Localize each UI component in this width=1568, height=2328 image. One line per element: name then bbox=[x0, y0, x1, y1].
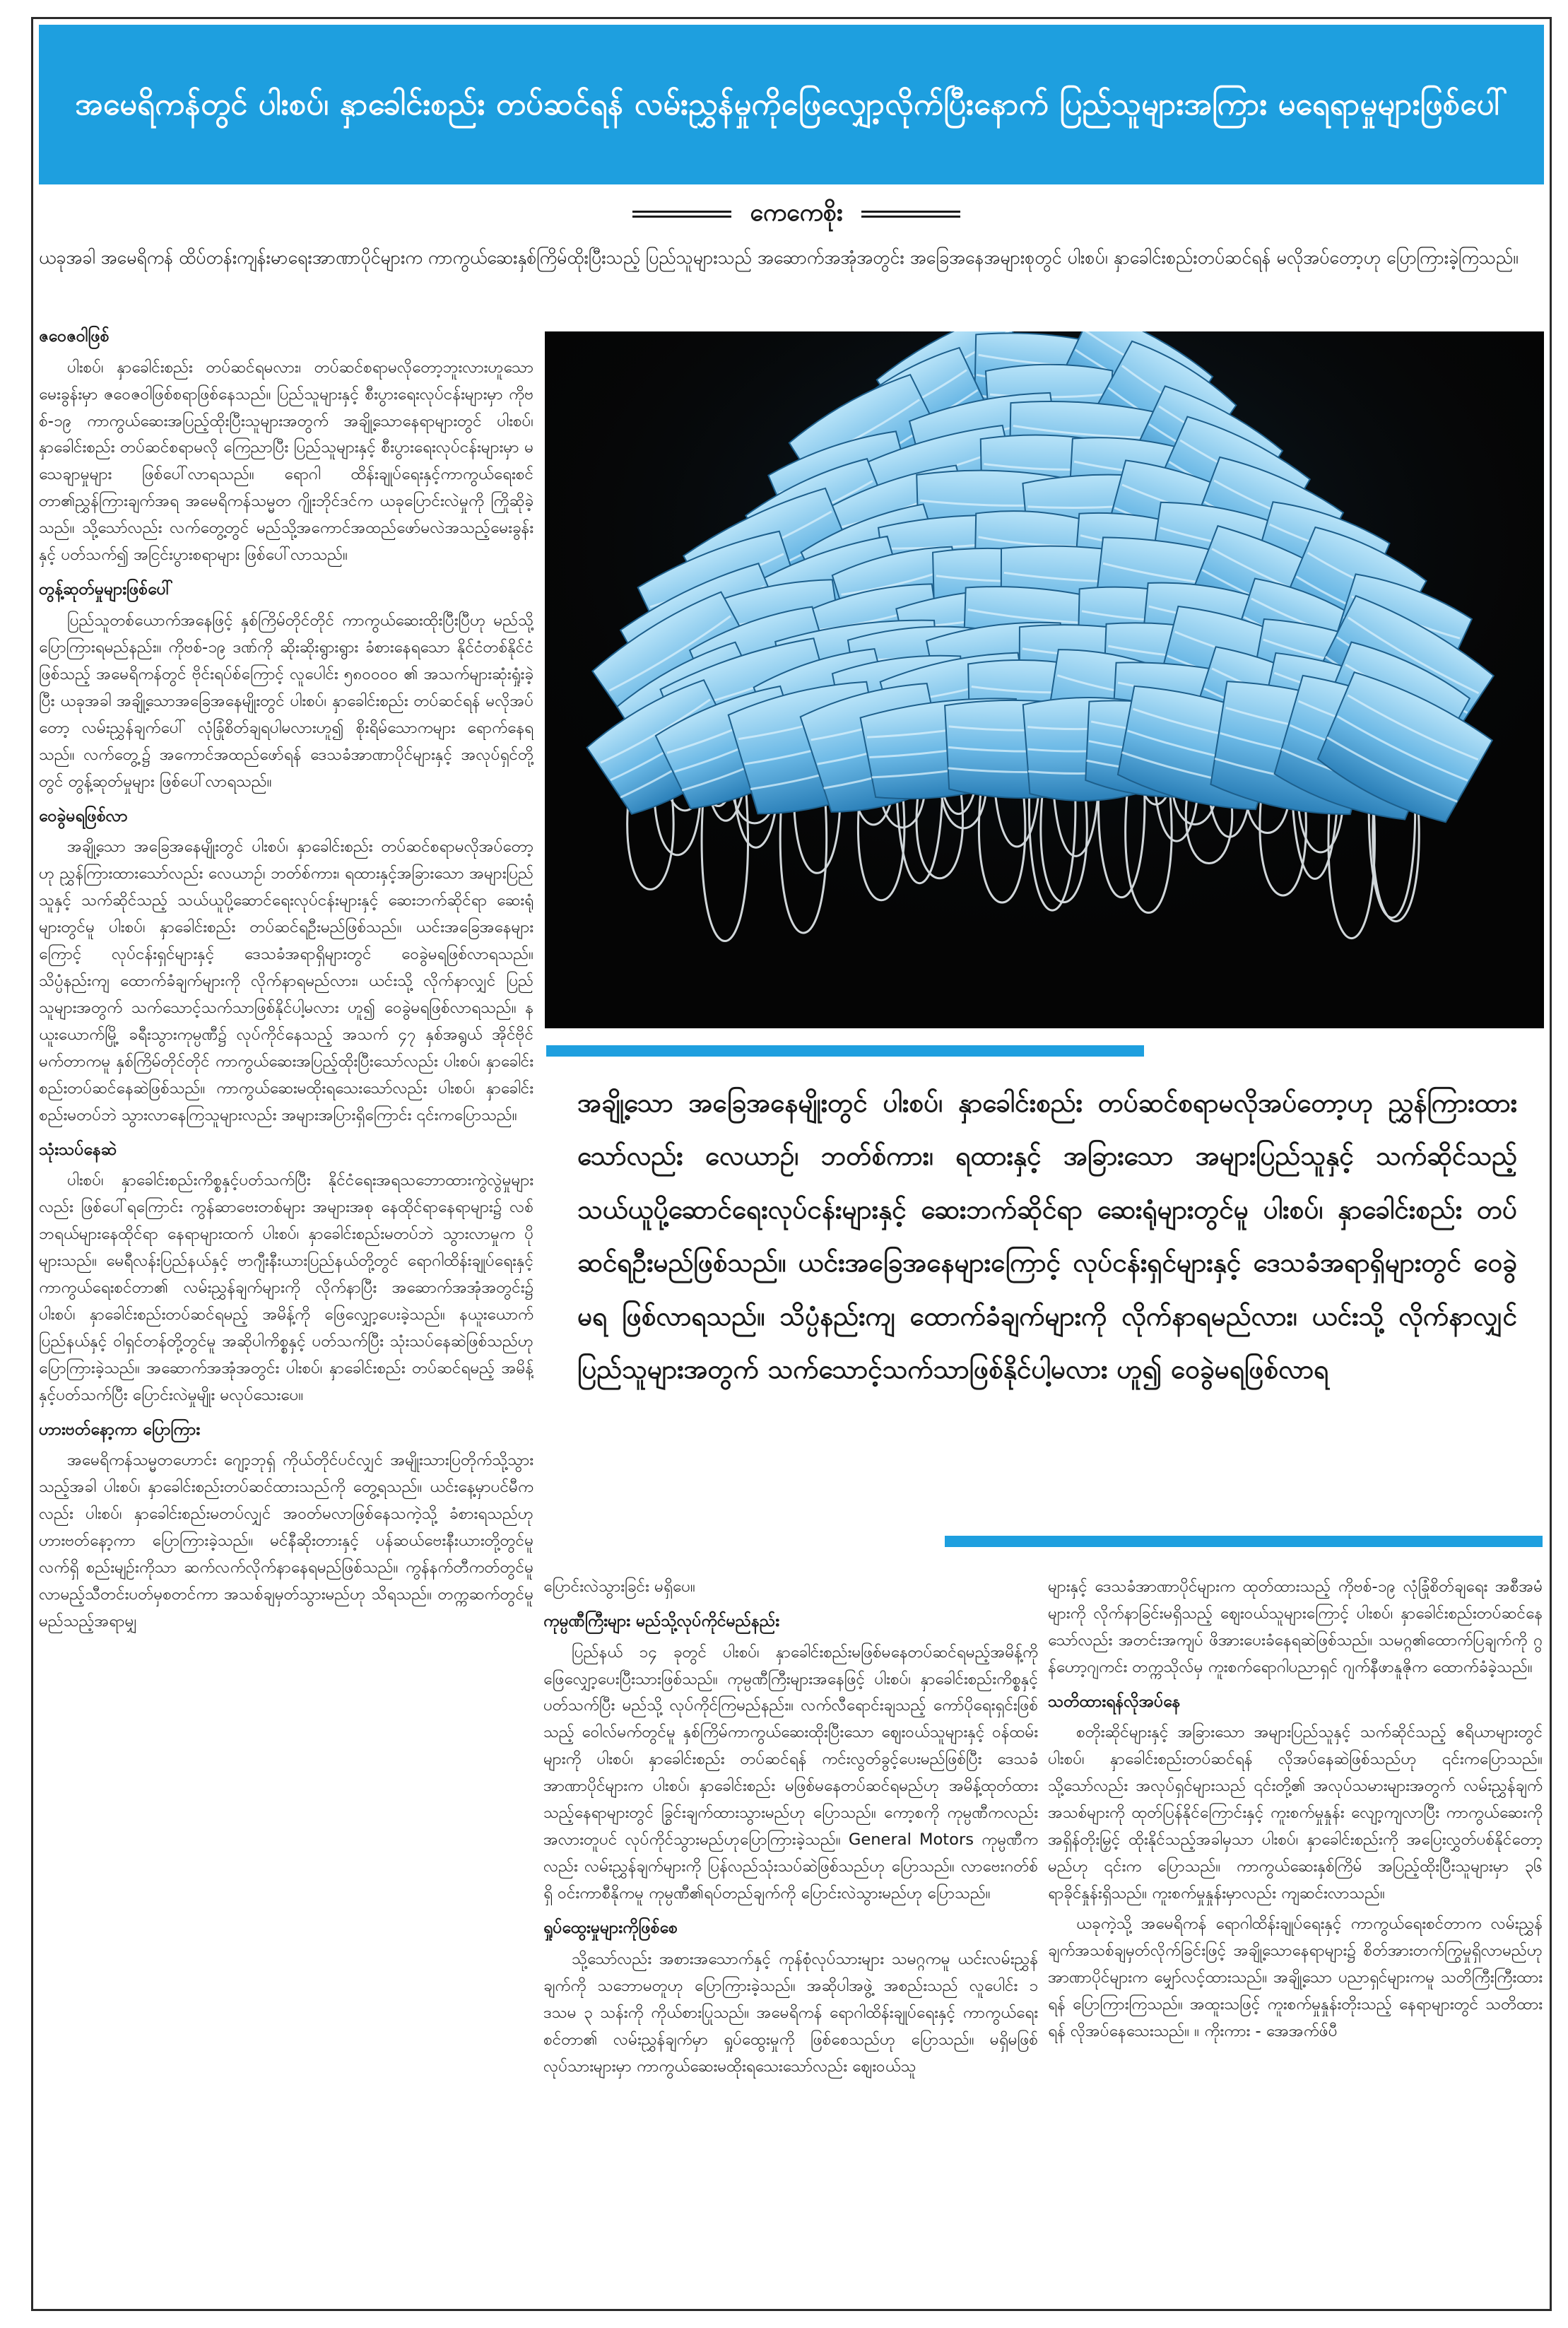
subheading: ဇဝေဇဝါဖြစ် bbox=[39, 327, 110, 346]
body-paragraph: အချို့သော အခြေအနေမျိုးတွင် ပါးစပ်၊ နှာခေါင်းစည်း တပ်ဆင်စရာမလိုအပ်တော့ဟု ညွှန်ကြားထားသော်လည်း လေယာဉ်၊ ဘတ်စ်ကား၊ ရထားနှင့်အခြားသော အများပြည်သူနှင့် သက်ဆိုင်သည့် သယ်ယူပို့ဆောင်ရေးလုပ်ငန်းများနှင့် ဆေးဘက်ဆိုင်ရာ ဆေးရုံများတွင်မူ ပါးစပ်၊ နှာခေါင်းစည်း တပ်ဆင်ရဦးမည်ဖြစ်သည်။ ယင်းအခြေအနေများကြောင့် လုပ်ငန်းရှင်များနှင့် ဒေသခံအရာရှိများတွင် ဝေခွဲမရဖြစ်လာရသည်။ သိပ္ပံနည်းကျ ထောက်ခံချက်များကို လိုက်နာရမည်လား၊ ယင်းသို့ လိုက်နာလျှင် ပြည်သူများအတွက် သက်သောင့်သက်သာဖြစ်နိုင်ပါ့မလား ဟူ၍ ဝေခွဲမရဖြစ်လာရသည်။ နယူးယောက်မြို့ ခရီးသွားကုမ္ပဏီ၌ လုပ်ကိုင်နေသည့် အသက် ၄၇ နှစ်အရွယ် အိုင်ဗိုင် မက်တာကမူ နှစ်ကြိမ်တိုင်တိုင် ကာကွယ်ဆေးအပြည့်ထိုးပြီးသော်လည်း ပါးစပ်၊ နှာခေါင်းစည်းတပ်ဆင်နေဆဲဖြစ်သည်။ ကာကွယ်ဆေးမထိုးရသေးသော်လည်း ပါးစပ်၊ နှာခေါင်းစည်းမတပ်ဘဲ သွားလာနေကြသူများလည်း အများအပြားရှိကြောင်း ၎င်းကပြောသည်။ bbox=[39, 837, 534, 1124]
face-masks-illustration bbox=[545, 331, 1544, 1028]
subheading: ကုမ္ပဏီကြီးများ မည်သို့လုပ်ကိုင်မည်နည်း bbox=[543, 1611, 780, 1630]
byline-rule-left bbox=[632, 211, 731, 218]
body-paragraph: ပြည်သူတစ်ယောက်အနေဖြင့် နှစ်ကြိမ်တိုင်တိုင် ကာကွယ်ဆေးထိုးပြီးပြီဟု မည်သို့ ပြောကြားရမည်နည်း။ ကိုဗစ်-၁၉ ဒဏ်ကို ဆိုးဆိုးရွားရွား ခံစားနေရသော နိုင်ငံတစ်နိုင်ငံဖြစ်သည့် အမေရိကန်တွင် ဗိုင်းရပ်စ်ကြောင့် လူပေါင်း ၅၈၀၀၀၀ ၏ အသက်များဆုံးရှုံးခဲ့ပြီး ယခုအခါ အချို့သောအခြေအနေမျိုးတွင် ပါးစပ်၊ နှာခေါင်းစည်း တပ်ဆင်ရန် မလိုအပ်တော့ လမ်းညွှန်ချက်ပေါ် လုံခြုံစိတ်ချရပါမလားဟူ၍ စိုးရိမ်သောကများ ရောက်နေရသည်။ လက်တွေ့၌ အကောင်အထည်ဖော်ရန် ဒေသခံအာဏာပိုင်များနှင့် အလုပ်ရှင်တို့တွင် တွန့်ဆုတ်မှုများ ဖြစ်ပေါ်လာရသည်။ bbox=[39, 611, 534, 791]
article-column-middle bbox=[543, 1574, 1038, 2302]
lead-paragraph: ယခုအခါ အမေရိကန် ထိပ်တန်းကျန်းမာရေးအာဏာပိုင်များက ကာကွယ်ဆေးနှစ်ကြိမ်ထိုးပြီးသည့် ပြည်သူများသည် အဆောက်အအုံအတွင်း အခြေအနေအများစုတွင် ပါးစပ်၊ နှာခေါင်းစည်းတပ်ဆင်ရန် မလိုအပ်တော့ဟု ပြောကြားခဲ့ကြသည်။ bbox=[39, 247, 1519, 268]
pull-quote: အချို့သော အခြေအနေမျိုးတွင် ပါးစပ်၊ နှာခေါင်းစည်း တပ်ဆင်စရာမလိုအပ်တော့ဟု ညွှန်ကြားထားသော်လည်း လေယာဉ်၊ ဘတ်စ်ကား၊ ရထားနှင့် အခြားသော အများပြည်သူနှင့် သက်ဆိုင်သည့် သယ်ယူပို့ဆောင်ရေးလုပ်ငန်းများနှင့် ဆေးဘက်ဆိုင်ရာ ဆေးရုံများတွင်မူ ပါးစပ်၊ နှာခေါင်းစည်း တပ်ဆင်ရဦးမည်ဖြစ်သည်။ ယင်းအခြေအနေများကြောင့် လုပ်ငန်းရှင်များနှင့် ဒေသခံအရာရှိများတွင် ဝေခွဲမရ ဖြစ်လာရသည်။ သိပ္ပံနည်းကျ ထောက်ခံချက်များကို လိုက်နာရမည်လား၊ ယင်းသို့ လိုက်နာလျှင် ပြည်သူများအတွက် သက်သောင့်သက်သာဖြစ်နိုင်ပါ့မလား ဟူ၍ ဝေခွဲမရဖြစ်လာရ bbox=[577, 1088, 1517, 1385]
body-paragraph: ပါးစပ်၊ နှာခေါင်းစည်း တပ်ဆင်ရမလား၊ တပ်ဆင်စရာမလိုတော့ဘူးလားဟူသော မေးခွန်းမှာ ဇဝေဇဝါဖြစ်စရာဖြစ်နေသည်။ ပြည်သူများနှင့် စီးပွားရေးလုပ်ငန်းများမှာ ကိုဗစ်-၁၉ ကာကွယ်ဆေးအပြည့်ထိုးပြီးသူများအတွက် အချို့သောနေရာများတွင် ပါးစပ်၊ နှာခေါင်းစည်း တပ်ဆင်စရာမလို ကြေညာပြီး ပြည်သူများနှင့် စီးပွားရေးလုပ်ငန်းများမှာ မသေချာမှုများ ဖြစ်ပေါ်လာရသည်။ ရောဂါ ထိန်းချုပ်ရေးနှင့်ကာကွယ်ရေးစင်တာ၏ညွှန်ကြားချက်အရ အမေရိကန်သမ္မတ ဂျိုးဘိုင်ဒင်က ယခုပြောင်းလဲမှုကို ကြိုဆိုခဲ့သည်။ သို့သော်လည်း လက်တွေ့တွင် မည်သို့အကောင်အထည်ဖော်မလဲအသည့်မေးခွန်းနှင့် ပတ်သက်၍ အငြင်းပွားစရာများ ဖြစ်ပေါ်လာသည်။ bbox=[39, 358, 534, 565]
article-column-right bbox=[1048, 1574, 1543, 2302]
body-paragraph: သို့သော်လည်း အစားအသောက်နှင့် ကုန်စုံလုပ်သားများ သမဂ္ဂကမူ ယင်းလမ်းညွှန်ချက်ကို သဘောမတူဟု ပြောကြားခဲ့သည်။ အဆိုပါအဖွဲ့ အစည်းသည် လူပေါင်း ၁ ဒသမ ၃ သန်းကို ကိုယ်စားပြုသည်။ အမေရိကန် ရောဂါထိန်းချုပ်ရေးနှင့် ကာကွယ်ရေးစင်တာ၏ လမ်းညွှန်ချက်မှာ ရှုပ်ထွေးမှုကို ဖြစ်စေသည်ဟု ပြောသည်။ မရှိမဖြစ်လုပ်သားများမှာ ကာကွယ်ဆေးမထိုးရသေးသော်လည်း ဈေးဝယ်သူ bbox=[543, 1949, 1038, 2076]
body-paragraph: များနှင့် ဒေသခံအာဏာပိုင်များက ထုတ်ထားသည့် ကိုဗစ်-၁၉ လုံခြုံစိတ်ချရေး အစီအမံများကို လိုက်နာခြင်းမရှိသည့် ဈေးဝယ်သူများကြောင့် ပါးစပ်၊ နှာခေါင်းစည်းတပ်ဆင်နေသော်လည်း အတင်းအကျပ် ဖိအားပေးခံနေရဆဲဖြစ်သည်။ သမဂ္ဂ၏ထောက်ပြချက်ကို ဂွန်ဟော့ဂျကင်း တက္ကသိုလ်မှ ကူးစက်ရောဂါပညာရှင် ဂျက်နီဖာနူဇိုက ထောက်ခံခဲ့သည်။ bbox=[1048, 1577, 1543, 1676]
subheading: သုံးသပ်နေဆဲ bbox=[39, 1140, 117, 1159]
headline-banner bbox=[39, 25, 1544, 184]
body-paragraph: ပြောင်းလဲသွားခြင်း မရှိပေ။ bbox=[543, 1577, 695, 1596]
byline bbox=[570, 194, 1022, 234]
headline: အမေရိကန်တွင် ပါးစပ်၊ နှာခေါင်းစည်း တပ်ဆင်ရန် လမ်းညွှန်မှုကိုဖြေလျှော့လိုက်ပြီးနောက် ပြည်သူများအကြား မရေရာမှုများဖြစ်ပေါ် bbox=[75, 86, 1508, 122]
body-paragraph: ယခုကဲ့သို့ အမေရိကန် ရောဂါထိန်းချုပ်ရေးနှင့် ကာကွယ်ရေးစင်တာက လမ်းညွှန်ချက်အသစ်ချမှတ်လိုက်ခြင်းဖြင့် အချို့သောနေရာများ၌ စိတ်အားတက်ကြွမှုရှိလာမည်ဟု အာဏာပိုင်များက မျှော်လင့်ထားသည်။ အချို့သော ပညာရှင်များကမူ သတိကြီးကြီးထားရန် ပြောကြားကြသည်။ အထူးသဖြင့် ကူးစက်မှုနှုန်းတိုးသည့် နေရာများတွင် သတိထားရန် လိုအပ်နေသေးသည်။ ။ ကိုးကား - အေအက်ဖ်ပီ bbox=[1048, 1915, 1543, 2040]
body-paragraph: ပါးစပ်၊ နှာခေါင်းစည်းကိစ္စနှင့်ပတ်သက်ပြီး နိုင်ငံရေးအရသဘောထားကွဲလွဲမှုများလည်း ဖြစ်ပေါ်ရကြောင်း ကွန်ဆာဗေးတစ်များ အများအစု နေထိုင်ရာနေရာများ၌ လစ်ဘရယ်များနေထိုင်ရာ နေရာများထက် ပါးစပ်၊ နှာခေါင်းစည်းမတပ်ဘဲ သွားလာမှုက ပိုများသည်။ မေရီလန်းပြည်နယ်နှင့် ဗာဂျီးနီးယားပြည်နယ်တို့တွင် ရောဂါထိန်းချုပ်ရေးနှင့် ကာကွယ်ရေးစင်တာ၏ လမ်းညွှန်ချက်များကို လိုက်နာပြီး အဆောက်အအုံအတွင်း၌ ပါးစပ်၊ နှာခေါင်းစည်းတပ်ဆင်ရမည့် အမိန့်ကို ဖြေလျှော့ပေးခဲ့သည်။ နယူးယောက်ပြည်နယ်နှင့် ဝါရှင်တန်တို့တွင်မူ အဆိုပါကိစ္စနှင့် ပတ်သက်ပြီး သုံးသပ်နေဆဲဖြစ်သည်ဟု ပြောကြားခဲ့သည်။ အဆောက်အအုံအတွင်း ပါးစပ်၊ နှာခေါင်းစည်း တပ်ဆင်ရမည့် အမိန့်နှင့်ပတ်သက်ပြီး ပြောင်းလဲမှုမျိုး မလုပ်သေးပေ။ bbox=[39, 1171, 534, 1404]
body-paragraph: အမေရိကန်သမ္မတဟောင်း ဂျော့ဘုရှ် ကိုယ်တိုင်ပင်လျှင် အမျိုးသားပြတိုက်သို့သွားသည့်အခါ ပါးစပ်၊ နှာခေါင်းစည်းတပ်ဆင်ထားသည်ကို တွေ့ရသည်။ ယင်းနေ့မှာပင်မီကလည်း ပါးစပ်၊ နှာခေါင်းစည်းမတပ်လျှင် အဝတ်မလာဖြစ်နေသကဲ့သို့ ခံစားရသည်ဟု ဟားဗတ်နော့ကာ ပြောကြားခဲ့သည်။ မင်နီဆိုးတားနှင့် ပန်ဆယ်ဗေးနီးယားတို့တွင်မူ လက်ရှိ စည်းမျဉ်းကိုသာ ဆက်လက်လိုက်နာနေရမည်ဖြစ်သည်။ ကွန်နက်တီကတ်တွင်မူ လာမည့်သီတင်းပတ်မှစတင်ကာ အသစ်ချမှတ်သွားမည်ဟု သိရသည်။ တက္ကဆက်တွင်မူ မည်သည့်အရာမျှ bbox=[39, 1451, 534, 1631]
newspaper-page bbox=[31, 17, 1552, 2311]
byline-rule-right bbox=[861, 211, 960, 218]
body-paragraph: စတိုးဆိုင်များနှင့် အခြားသော အများပြည်သူနှင့် သက်ဆိုင်သည့် ဧရိယာများတွင် ပါးစပ်၊ နှာခေါင်းစည်းတပ်ဆင်ရန် လိုအပ်နေဆဲဖြစ်သည်ဟု ၎င်းကပြောသည်။ သို့သော်လည်း အလုပ်ရှင်များသည် ၎င်းတို့၏ အလုပ်သမားများအတွက် လမ်းညွှန်ချက်အသစ်များကို ထုတ်ပြန်နိုင်ကြောင်းနှင့် ကူးစက်မှုနှုန်း လျော့ကျလာပြီး ကာကွယ်ဆေးကို အရှိန်တိုးမြှင့် ထိုးနိုင်သည့်အခါမှသာ ပါးစပ်၊ နှာခေါင်းစည်းကို အပြေးလွှတ်ပစ်နိုင်တော့မည်ဟု ၎င်းက ပြောသည်။ ကာကွယ်ဆေးနှစ်ကြိမ် အပြည့်ထိုးပြီးသူများမှာ ၃၆ ရာခိုင်နှုန်းရှိသည်။ ကူးစက်မှုနှုန်းမှာလည်း ကျဆင်းလာသည်။ bbox=[1048, 1723, 1543, 1903]
subheading: တွန့်ဆုတ်မှုများဖြစ်ပေါ် bbox=[39, 580, 174, 599]
pull-quote-bar-bottom bbox=[945, 1536, 1543, 1547]
pull-quote-box bbox=[546, 1045, 1543, 1547]
face-masks-photo bbox=[545, 331, 1544, 1028]
subheading: ဝေခွဲမရဖြစ်လာ bbox=[39, 806, 128, 825]
subheading: ဟားဗတ်နော့ကာ ပြောကြား bbox=[39, 1420, 201, 1439]
body-paragraph: ပြည်နယ် ၁၄ ခုတွင် ပါးစပ်၊ နှာခေါင်းစည်းမဖြစ်မနေတပ်ဆင်ရမည့်အမိန့်ကို ဖြေလျှော့ပေးပြီးသားဖြစ်သည်။ ကုမ္ပဏီကြီးများအနေဖြင့် ပါးစပ်၊ နှာခေါင်းစည်းကိစ္စနှင့် ပတ်သက်ပြီး မည်သို့ လုပ်ကိုင်ကြမည်နည်း။ လက်လီရောင်းချသည့် ကော်ပိုရေးရှင်းဖြစ်သည့် ဝေါလ်မက်တွင်မူ နှစ်ကြိမ်ကာကွယ်ဆေးထိုးပြီးသော ဈေးဝယ်သူများနှင့် ဝန်ထမ်းများကို ပါးစပ်၊ နှာခေါင်းစည်း တပ်ဆင်ရန် ကင်းလွတ်ခွင့်ပေးမည်ဖြစ်ပြီး ဒေသခံအာဏာပိုင်များက ပါးစပ်၊ နှာခေါင်းစည်း မဖြစ်မနေတပ်ဆင်ရမည်ဟု အမိန့်ထုတ်ထားသည့်နေရာများတွင် ခြွင်းချက်ထားသွားမည်ဟု ပြောသည်။ ကော့စကို ကုမ္ပဏီကလည်း အလားတူပင် လုပ်ကိုင်သွားမည်ဟုပြောကြားခဲ့သည်။ General Motors ကုမ္ပဏီကလည်း လမ်းညွှန်ချက်များကို ပြန်လည်သုံးသပ်ဆဲဖြစ်သည်ဟု ပြောသည်။ လာဗေးဂတ်စ်ရှိ ဝင်းကာစီနိုကမူ ကုမ္ပဏီ၏ရပ်တည်ချက်ကို ပြောင်းလဲသွားမည်ဟု ပြောသည်။ bbox=[543, 1642, 1038, 1903]
pull-quote-bar-top bbox=[546, 1045, 1144, 1057]
byline-author: ကေကေစိုး bbox=[750, 198, 843, 227]
article-column-left bbox=[39, 323, 534, 2302]
subheading: ရှုပ်ထွေးမှုများကိုဖြစ်စေ bbox=[543, 1919, 678, 1938]
subheading: သတိထားရန်လိုအပ်နေ bbox=[1048, 1692, 1181, 1711]
